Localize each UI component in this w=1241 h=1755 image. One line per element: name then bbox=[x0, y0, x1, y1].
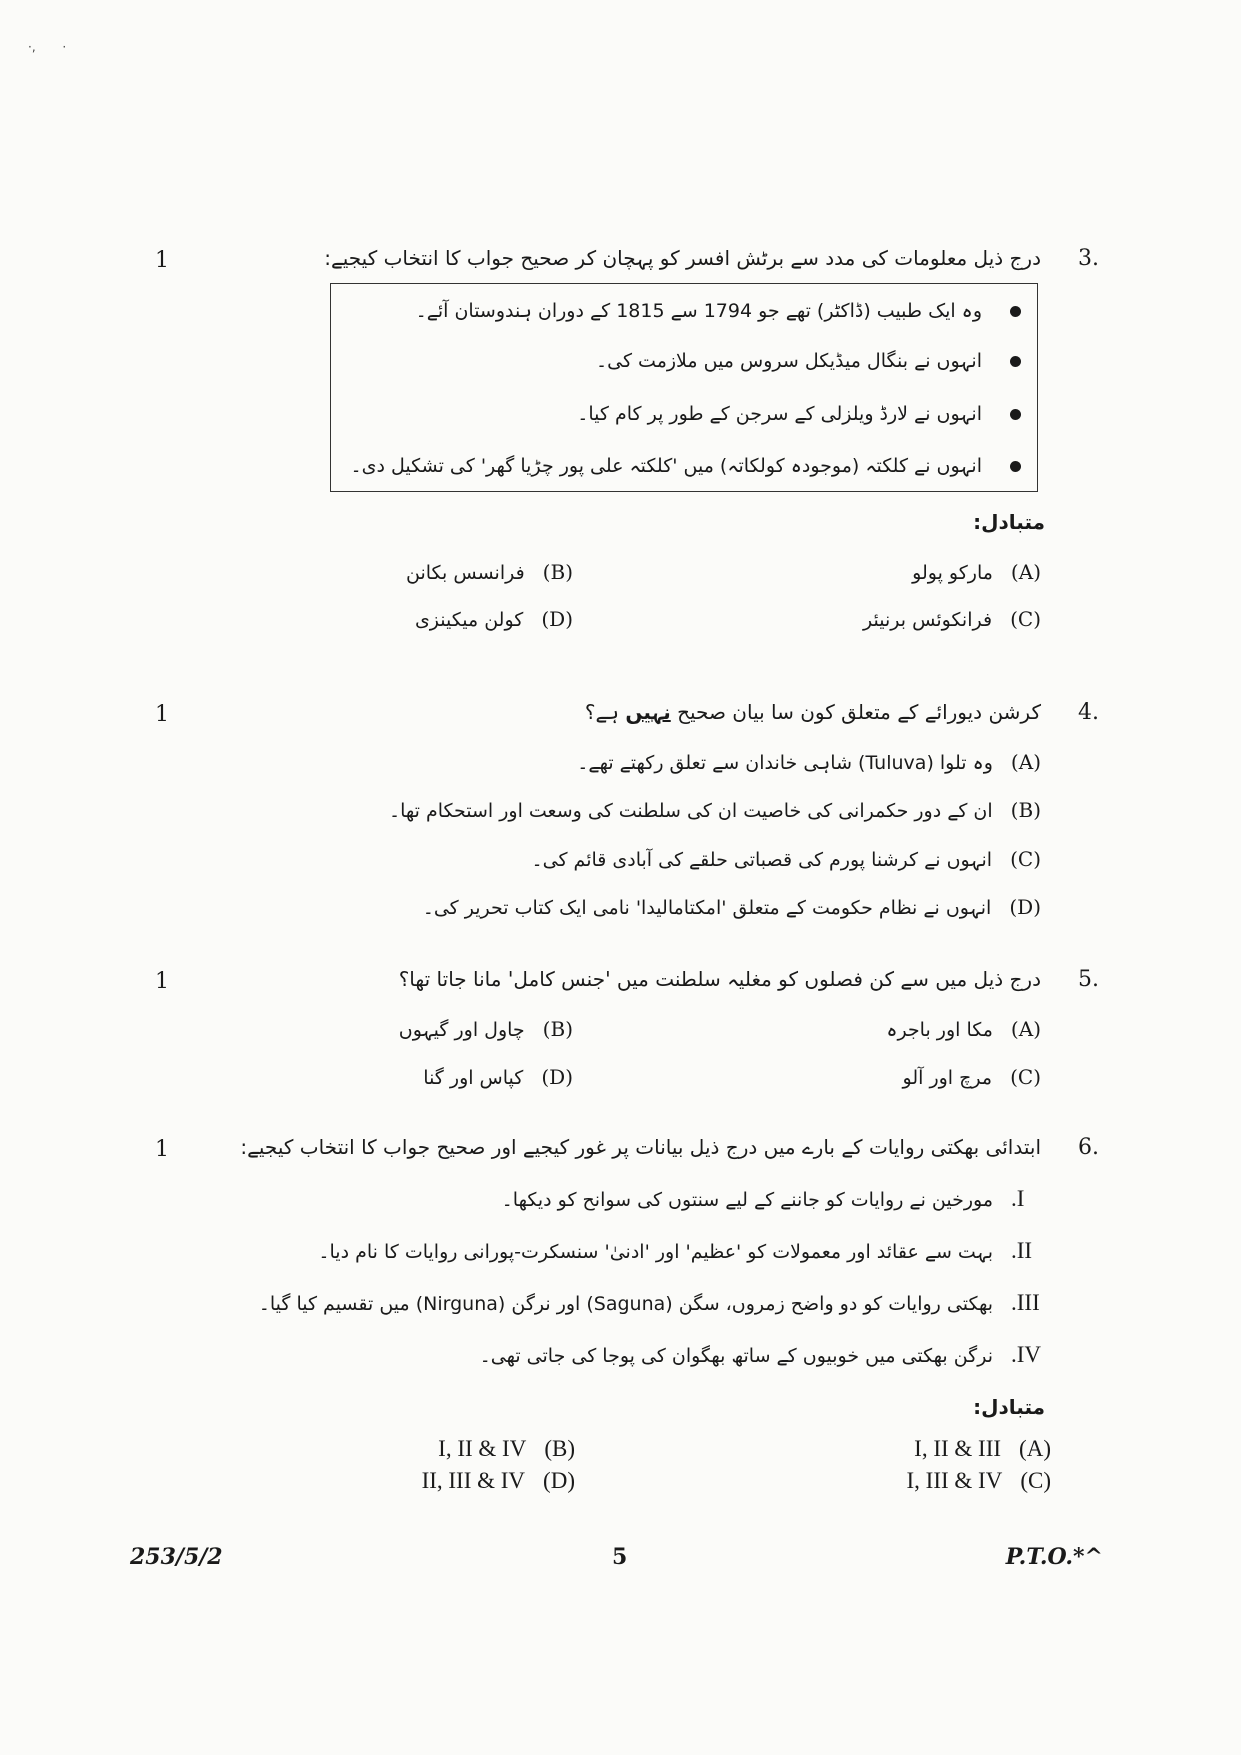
option-text: مکا اور باجرہ bbox=[886, 1019, 993, 1041]
statement-label: III. bbox=[1011, 1290, 1040, 1315]
question-6-option-a bbox=[914, 1436, 1051, 1462]
question-3-alternatives-label: متبادل: bbox=[973, 510, 1045, 534]
footer-code: 253/5/2 bbox=[130, 1544, 223, 1570]
question-6-text: ابتدائی بھکتی روایات کے بارے میں درج ذیل بیانات پر غور کیجیے اور صحیح جواب کا انتخاب کیجیے: bbox=[240, 1135, 1041, 1159]
option-text: I, III & IV bbox=[906, 1468, 1003, 1493]
question-5-option-a bbox=[886, 1017, 1041, 1041]
question-3-bullet-1 bbox=[416, 300, 1021, 322]
option-label: (D) bbox=[541, 607, 573, 631]
option-text: مرچ اور آلو bbox=[902, 1067, 993, 1089]
option-label: (D) bbox=[1009, 895, 1041, 919]
question-5-option-b bbox=[399, 1017, 573, 1041]
option-text: ان کے دور حکمرانی کی خاصیت ان کی سلطنت کی وسعت اور استحکام تھا۔ bbox=[388, 800, 993, 822]
question-6-statement-3 bbox=[259, 1290, 1041, 1316]
question-6-marks: 1 bbox=[155, 1137, 169, 1162]
option-text: مارکو پولو bbox=[912, 562, 993, 584]
question-5-marks: 1 bbox=[155, 969, 169, 994]
option-label: (C) bbox=[1010, 1065, 1041, 1089]
statement-label: IV. bbox=[1010, 1342, 1041, 1367]
option-label: (C) bbox=[1010, 607, 1041, 631]
question-6-statement-4 bbox=[480, 1342, 1041, 1368]
question-3-number: 3. bbox=[1078, 246, 1099, 271]
statement-text: مورخین نے روایات کو جاننے کے لیے سنتوں کی سوانح کو دیکھا۔ bbox=[501, 1189, 993, 1211]
question-3-bullet-2 bbox=[596, 350, 1021, 372]
option-label: (A) bbox=[1019, 1436, 1051, 1461]
question-5-option-c bbox=[903, 1065, 1041, 1089]
scan-marks: ·, · bbox=[28, 40, 67, 54]
option-text: انہوں نے نظام حکومت کے متعلق 'امکتامالیدا' نامی ایک کتاب تحریر کی۔ bbox=[422, 897, 992, 919]
statement-text: بھکتی روایات کو دو واضح زمروں، سگن (Saguna) اور نرگن (Nirguna) میں تقسیم کیا گیا۔ bbox=[258, 1293, 993, 1315]
option-text: فرانسس بکانن bbox=[406, 562, 525, 584]
statement-label: I. bbox=[1011, 1186, 1025, 1211]
option-label: (D) bbox=[541, 1065, 573, 1089]
question-6-statement-1 bbox=[502, 1186, 1041, 1212]
option-label: (A) bbox=[1010, 750, 1041, 774]
question-4-option-b bbox=[389, 798, 1041, 822]
page-number: 5 bbox=[612, 1544, 628, 1570]
option-text: انہوں نے کرشنا پورم کی قصباتی حلقے کی آبادی قائم کی۔ bbox=[531, 849, 993, 871]
question-3-option-d bbox=[415, 607, 573, 631]
bullet-icon bbox=[1010, 356, 1021, 367]
option-label: (C) bbox=[1010, 847, 1041, 871]
bullet-icon bbox=[1010, 461, 1021, 472]
option-text: کپاس اور گنا bbox=[423, 1067, 524, 1089]
option-label: (A) bbox=[1010, 1017, 1041, 1041]
question-4-option-d bbox=[423, 895, 1041, 919]
statement-text: نرگن بھکتی میں خوبیوں کے ساتھ بھگوان کی پوجا کی جاتی تھی۔ bbox=[479, 1345, 993, 1367]
option-label: (B) bbox=[542, 1017, 573, 1041]
question-6-option-d bbox=[422, 1468, 575, 1494]
question-6-number: 6. bbox=[1078, 1135, 1099, 1160]
bullet-text: انہوں نے بنگال میڈیکل سروس میں ملازمت کی۔ bbox=[595, 350, 982, 372]
pto-label: P.T.O.*^ bbox=[1005, 1544, 1103, 1570]
question-3-bullet-3 bbox=[577, 403, 1021, 425]
option-label: (D) bbox=[543, 1468, 575, 1493]
question-6-alternatives-label: متبادل: bbox=[973, 1395, 1045, 1419]
option-text: چاول اور گیہوں bbox=[398, 1019, 525, 1041]
bullet-text: انہوں نے کلکتہ (موجودہ کولکاتہ) میں 'کلکتہ علی پور چڑیا گھر' کی تشکیل دی۔ bbox=[350, 455, 982, 477]
question-5-text: درج ذیل میں سے کن فصلوں کو مغلیہ سلطنت میں 'جنس کامل' مانا جاتا تھا؟ bbox=[398, 967, 1041, 991]
question-3-bullet-4 bbox=[351, 455, 1021, 477]
option-text: کولن میکینزی bbox=[414, 609, 524, 631]
question-6-option-b bbox=[438, 1436, 575, 1462]
statement-text: بہت سے عقائد اور معمولات کو 'عظیم' اور 'ادنیٰ' سنسکرت-پورانی روایات کا نام دیا۔ bbox=[318, 1241, 993, 1263]
bullet-icon bbox=[1010, 409, 1021, 420]
bullet-text: انہوں نے لارڈ ویلزلی کے سرجن کے طور پر کام کیا۔ bbox=[577, 403, 982, 425]
question-3-marks: 1 bbox=[155, 248, 169, 273]
option-text: II, III & IV bbox=[421, 1468, 526, 1493]
option-label: (B) bbox=[1010, 798, 1041, 822]
bullet-icon bbox=[1010, 306, 1021, 317]
option-text: I, II & IV bbox=[438, 1436, 527, 1461]
question-3-option-c bbox=[863, 607, 1041, 631]
bullet-text: وہ ایک طبیب (ڈاکٹر) تھے جو 1794 سے 1815 کے دوران ہندوستان آئے۔ bbox=[415, 300, 982, 322]
option-label: (A) bbox=[1010, 560, 1041, 584]
question-4-number: 4. bbox=[1078, 700, 1099, 725]
option-label: (B) bbox=[542, 560, 573, 584]
question-5-number: 5. bbox=[1078, 967, 1099, 992]
question-5-option-d bbox=[423, 1065, 573, 1089]
option-label: (B) bbox=[544, 1436, 575, 1461]
question-6-statement-2 bbox=[318, 1238, 1041, 1264]
question-4-marks: 1 bbox=[155, 702, 169, 727]
question-text-part: ہے؟ bbox=[584, 700, 626, 724]
option-text: وہ تلوا (Tuluva) شاہی خاندان سے تعلق رکھتے تھے۔ bbox=[577, 752, 993, 774]
option-label: (C) bbox=[1020, 1468, 1051, 1493]
question-text-emphasis: نہیں bbox=[625, 700, 671, 724]
question-4-option-c bbox=[532, 847, 1042, 871]
option-text: I, II & III bbox=[914, 1436, 1002, 1461]
statement-label: II. bbox=[1011, 1238, 1033, 1263]
question-text-part: کرشن دیورائے کے متعلق کون سا بیان صحیح bbox=[670, 700, 1041, 724]
question-4-text bbox=[585, 700, 1041, 724]
question-3-option-a bbox=[912, 560, 1041, 584]
question-4-option-a bbox=[577, 750, 1041, 774]
question-3-text: درج ذیل معلومات کی مدد سے برٹش افسر کو پہچان کر صحیح جواب کا انتخاب کیجیے: bbox=[324, 246, 1041, 270]
question-3-option-b bbox=[406, 560, 573, 584]
option-text: فرانکوئس برنیئر bbox=[863, 609, 993, 631]
question-6-option-c bbox=[907, 1468, 1051, 1494]
